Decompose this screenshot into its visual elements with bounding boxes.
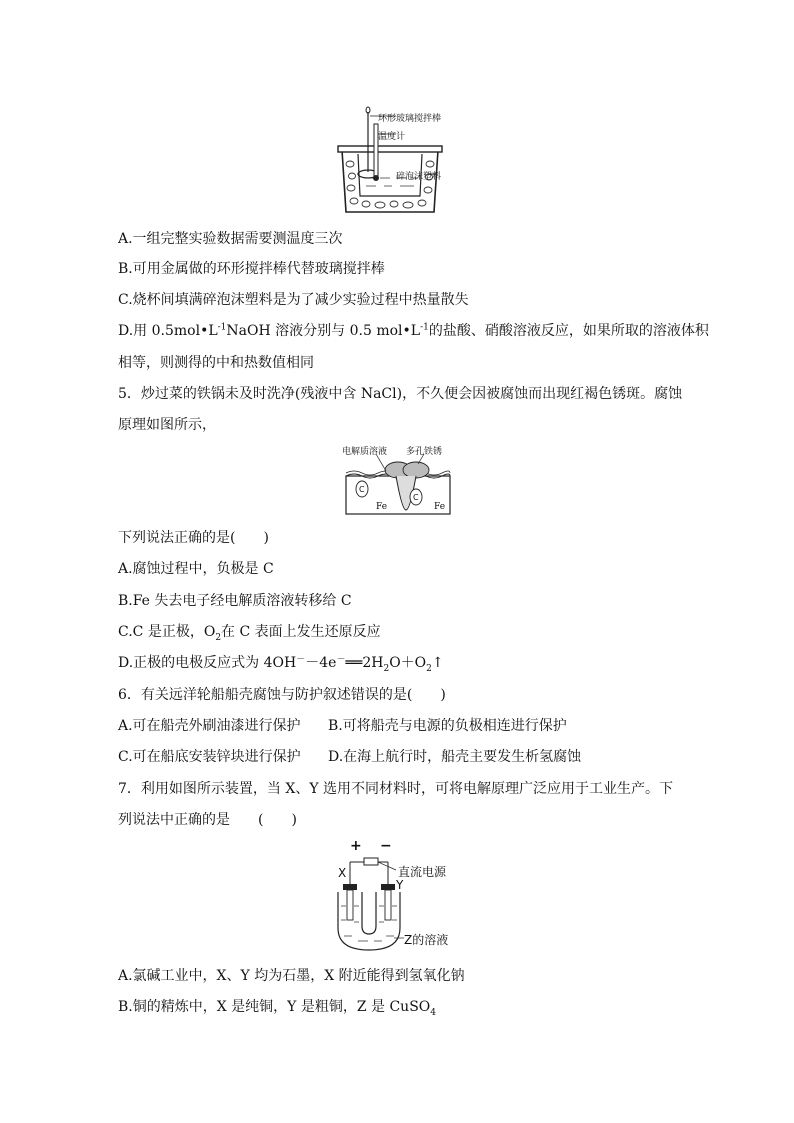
q5-option-d-sup2: － [336,654,346,665]
q5-option-b: B.Fe 失去电子经电解质溶液转移给 C [118,593,352,609]
label-minus: − [380,838,392,854]
q5-option-d-part2: －4e [305,655,337,671]
label-thermometer: 温度计 [378,132,406,142]
q5-option-c-part2: 在 C 表面上发生还原反应 [221,624,381,640]
q5-option-d-part3: ══2H [345,655,384,671]
q4-option-d-part3: 的盐酸、硝酸溶液反应，如果所取的溶液体积 [428,323,709,339]
q7-option-b [118,997,436,1017]
q5-stem-line1: 5．炒过菜的铁锅未及时洗净(残液中含 NaCl)，不久便会因被腐蚀而出现红褐色锈斑。腐蚀 [118,386,683,402]
q7-option-b-part1: B.铜的精炼中，X 是纯铜，Y 是粗铜，Z 是 CuSO [118,999,431,1015]
q5-option-d-part1: D.正极的电极反应式为 4OH [118,655,297,671]
q4-option-a: A.一组完整实验数据需要测温度三次 [118,231,343,247]
q6-option-b: B.可将船壳与电源的负极相连进行保护 [328,718,567,734]
q4-option-d-line2: 相等，则测得的中和热数值相同 [118,355,314,371]
q4-option-c: C.烧杯间填满碎泡沫塑料是为了减少实验过程中热量散失 [118,292,469,308]
q7-option-b-sub: 4 [430,1007,437,1018]
label-z-solution: Z的溶液 [404,933,449,947]
corrosion-figure [340,440,455,518]
label-x: X [338,866,347,880]
q4-option-d-line1 [118,321,709,341]
q5-option-c [118,622,381,642]
q7-option-a: A.氯碱工业中，X、Y 均为石墨，X 附近能得到氢氧化钠 [118,968,465,984]
q5-option-d-sub2: 2 [426,663,432,674]
electrolysis-figure [332,840,462,955]
calorimeter-figure [330,104,490,216]
q5-option-c-sub: 2 [215,632,222,643]
q5-option-d-sub1: 2 [383,663,390,674]
q5-option-d-sup1: － [296,654,306,665]
q6-options-row2 [118,747,582,767]
q4-option-d-sup2: -1 [420,322,429,333]
q4-option-d-sup1: -1 [217,322,227,333]
label-plus: + [350,838,362,854]
label-stirrer: 环形玻璃搅拌棒 [378,114,442,124]
q6-stem: 6．有关远洋轮船船壳腐蚀与防护叙述错误的是( ) [118,687,446,703]
q4-option-b: B.可用金属做的环形搅拌棒代替玻璃搅拌棒 [118,261,385,277]
label-electrolyte: 电解质溶液 [342,447,388,457]
q5-option-d-part4: O＋O [389,655,427,671]
q5-stem-line3: 下列说法正确的是( ) [118,530,269,546]
q4-option-d-part2: NaOH 溶液分别与 0.5 mol•L [226,323,421,339]
q6-option-a: A.可在船壳外刷油漆进行保护 [118,718,301,734]
q6-option-c: C.可在船底安装锌块进行保护 [118,749,301,765]
label-fe-left: Fe [376,502,388,512]
q4-option-d-part1: D.用 0.5mol•L [118,323,218,339]
q7-stem-line2: 列说法中正确的是 ( ) [118,812,297,828]
q6-option-d: D.在海上航行时，船壳主要发生析氢腐蚀 [328,749,582,765]
label-rust: 多孔铁锈 [406,447,443,457]
q7-stem-line1: 7．利用如图所示装置，当 X、Y 选用不同材料时，可将电解原理广泛应用于工业生产。下 [118,781,674,797]
label-y: Y [396,878,404,892]
label-carbon-right: C [413,493,419,502]
label-foam: 碎泡沫塑料 [396,172,442,182]
label-carbon-left: C [359,485,365,494]
q5-option-a: A.腐蚀过程中，负极是 C [118,561,274,577]
label-power-source: 直流电源 [398,865,447,879]
q5-option-c-part1: C.C 是正极，O [118,624,216,640]
label-fe-right: Fe [434,502,446,512]
q6-options-row1 [118,716,567,736]
q5-option-d [118,653,444,673]
q5-option-d-part5: ↑ [431,655,444,671]
q5-stem-line2: 原理如图所示， [118,417,216,433]
